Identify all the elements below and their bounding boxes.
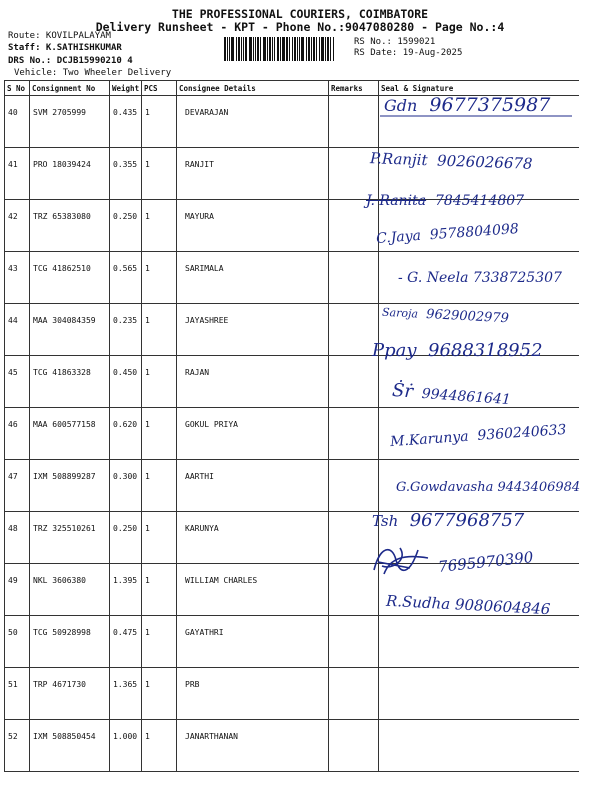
cell-weight: 0.250	[110, 200, 142, 252]
table-row	[5, 720, 579, 772]
cell-pcs: 1	[142, 356, 177, 408]
signature-51: 7695970390	[437, 548, 535, 576]
cell-consignment: PRO 18039424	[30, 148, 110, 200]
cell-pcs: 1	[142, 668, 177, 720]
barcode	[224, 37, 348, 61]
route-label: Route: KOVILPALAYAM	[8, 31, 111, 41]
col-header-remarks: Remarks	[329, 81, 379, 96]
cell-weight: 0.300	[110, 460, 142, 512]
staff-label: Staff: K.SATHISHKUMAR	[8, 43, 122, 53]
cell-remarks	[329, 720, 379, 772]
cell-sno: 40	[5, 96, 30, 148]
cell-consignee: GOKUL PRIYA	[177, 408, 329, 460]
signature-43: C.Jaya 9578804098	[375, 221, 520, 247]
table-row	[5, 616, 579, 668]
signature-underline	[376, 112, 576, 120]
signature-48: M.Karunya 9360240633	[389, 421, 567, 451]
signature-49: G.Gowdavasha 9443406984	[396, 480, 581, 495]
table-row	[5, 668, 579, 720]
cell-consignee: GAYATHRI	[177, 616, 329, 668]
cell-weight: 0.250	[110, 512, 142, 564]
cell-weight: 1.000	[110, 720, 142, 772]
cell-sno: 44	[5, 304, 30, 356]
cell-consignment: IXM 508899287	[30, 460, 110, 512]
cell-consignee: RAJAN	[177, 356, 329, 408]
signature-46: Ppay 9688318952	[372, 340, 543, 361]
cell-remarks	[329, 460, 379, 512]
rs-date: RS Date: 19-Aug-2025	[354, 48, 463, 58]
cell-consignment: TCG 41862510	[30, 252, 110, 304]
signature-47: Ṡṙ 9944861641	[391, 379, 512, 409]
cell-consignment: TRZ 325510261	[30, 512, 110, 564]
cell-weight: 0.355	[110, 148, 142, 200]
cell-sno: 50	[5, 616, 30, 668]
cell-sno: 47	[5, 460, 30, 512]
cell-consignment: TRZ 65383080	[30, 200, 110, 252]
cell-consignee: MAYURA	[177, 200, 329, 252]
rs-number: RS No.: 1599021	[354, 37, 436, 47]
cell-consignee: RANJIT	[177, 148, 329, 200]
cell-consignee: WILLIAM CHARLES	[177, 564, 329, 616]
cell-signature	[379, 668, 579, 720]
cell-remarks	[329, 616, 379, 668]
cell-consignment: MAA 600577158	[30, 408, 110, 460]
signature-44: - G. Neela 7338725307	[398, 270, 562, 286]
cell-weight: 1.395	[110, 564, 142, 616]
cell-consignee: DEVARAJAN	[177, 96, 329, 148]
cell-remarks	[329, 408, 379, 460]
cell-pcs: 1	[142, 96, 177, 148]
cell-pcs: 1	[142, 200, 177, 252]
cell-remarks	[329, 96, 379, 148]
cell-pcs: 1	[142, 512, 177, 564]
cell-pcs: 1	[142, 564, 177, 616]
cell-weight: 0.620	[110, 408, 142, 460]
scribble-signature-51	[370, 540, 434, 580]
signature-40: Gdn 9677375987	[384, 94, 551, 116]
cell-weight: 1.365	[110, 668, 142, 720]
cell-pcs: 1	[142, 252, 177, 304]
cell-pcs: 1	[142, 720, 177, 772]
cell-pcs: 1	[142, 616, 177, 668]
cell-consignment: IXM 508850454	[30, 720, 110, 772]
cell-sno: 49	[5, 564, 30, 616]
col-header-signature: Seal & Signature	[379, 81, 579, 96]
cell-signature	[379, 616, 579, 668]
cell-pcs: 1	[142, 148, 177, 200]
cell-consignee: SARIMALA	[177, 252, 329, 304]
col-header-consignment: Consignment No	[30, 81, 110, 96]
cell-remarks	[329, 304, 379, 356]
signature-45: Saroja 9629002979	[381, 305, 510, 327]
vehicle-label: Vehicle: Two Wheeler Delivery	[14, 68, 172, 78]
col-header-consignee: Consignee Details	[177, 81, 329, 96]
cell-weight: 0.475	[110, 616, 142, 668]
cell-sno: 52	[5, 720, 30, 772]
cell-weight: 0.235	[110, 304, 142, 356]
col-header-weight: Weight	[110, 81, 142, 96]
drs-number: DRS No.: DCJB15990210 4	[8, 56, 133, 66]
cell-pcs: 1	[142, 460, 177, 512]
cell-consignment: NKL 3606380	[30, 564, 110, 616]
cell-sno: 42	[5, 200, 30, 252]
cell-consignee: PRB	[177, 668, 329, 720]
cell-consignment: TCG 50928998	[30, 616, 110, 668]
cell-consignment: MAA 304084359	[30, 304, 110, 356]
col-header-pcs: PCS	[142, 81, 177, 96]
cell-remarks	[329, 356, 379, 408]
cell-pcs: 1	[142, 408, 177, 460]
cell-sno: 45	[5, 356, 30, 408]
cell-consignee: KARUNYA	[177, 512, 329, 564]
signature-41: P.Ranjit 9026026678	[369, 149, 533, 173]
cell-consignment: SVM 2705999	[30, 96, 110, 148]
cell-remarks	[329, 252, 379, 304]
cell-signature	[379, 720, 579, 772]
cell-weight: 0.565	[110, 252, 142, 304]
cell-consignment: TCG 41863328	[30, 356, 110, 408]
cell-sno: 41	[5, 148, 30, 200]
col-header-sno: S No	[5, 81, 30, 96]
cell-sno: 51	[5, 668, 30, 720]
cell-pcs: 1	[142, 304, 177, 356]
company-title: THE PROFESSIONAL COURIERS, COIMBATORE	[171, 7, 429, 21]
cell-weight: 0.435	[110, 96, 142, 148]
cell-consignee: AARTHI	[177, 460, 329, 512]
runsheet-subtitle: Delivery Runsheet - KPT - Phone No.:9047080280 - Page No.:4	[95, 20, 505, 34]
cell-remarks	[329, 668, 379, 720]
cell-consignment: TRP 4671730	[30, 668, 110, 720]
signature-42: J. Ranita 7845414807	[366, 193, 525, 209]
signature-52: R.Sudha 9080604846	[385, 591, 551, 619]
cell-consignee: JANARTHANAN	[177, 720, 329, 772]
signature-50: Tsh 9677968757	[372, 510, 525, 531]
cell-weight: 0.450	[110, 356, 142, 408]
cell-sno: 46	[5, 408, 30, 460]
cell-sno: 43	[5, 252, 30, 304]
cell-sno: 48	[5, 512, 30, 564]
cell-consignee: JAYASHREE	[177, 304, 329, 356]
